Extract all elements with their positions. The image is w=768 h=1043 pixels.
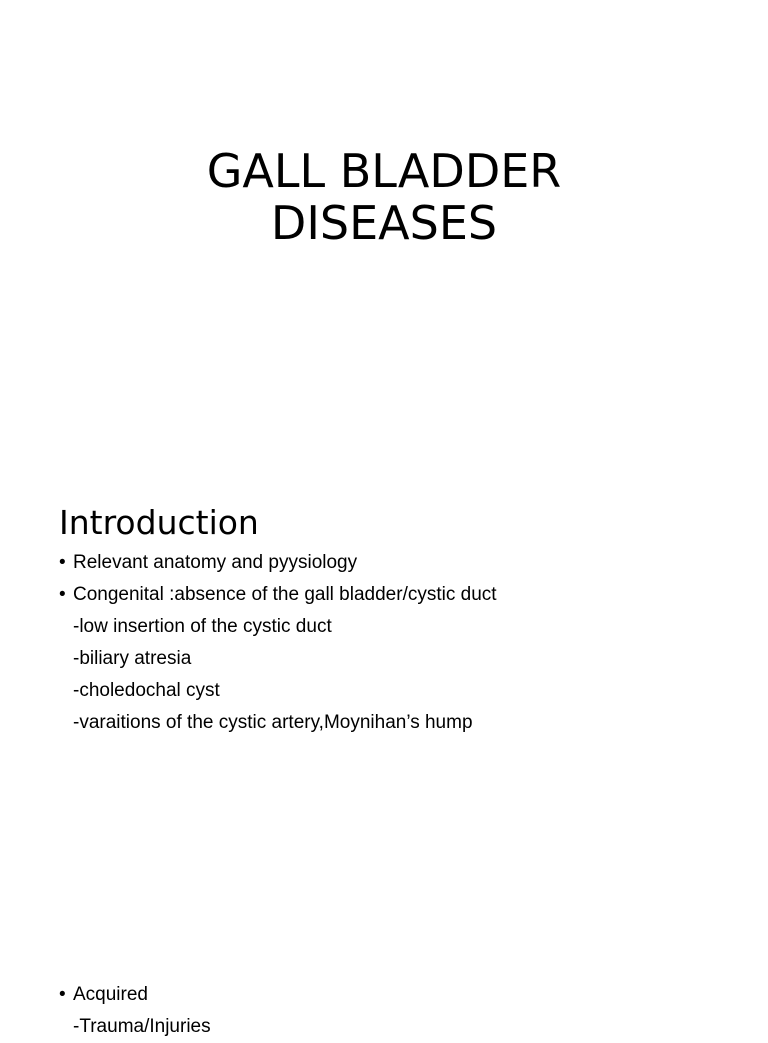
list-item: -low insertion of the cystic duct [73, 616, 332, 637]
title-slide [0, 0, 768, 450]
title-line-1: GALL BLADDER [206, 143, 562, 198]
list-item: -varaitions of the cystic artery,Moynihan’s hump [73, 712, 473, 733]
list-item: -choledochal cyst [73, 680, 220, 701]
list-item: -biliary atresia [73, 648, 192, 669]
bullet-list-lower [59, 979, 211, 1043]
list-item: • Congenital :absence of the gall bladder/cystic duct [59, 579, 497, 611]
presentation-title [0, 145, 768, 249]
introduction-slide [0, 450, 768, 1037]
bullet-list [59, 547, 497, 739]
list-item: -Trauma/Injuries [73, 1016, 211, 1037]
title-line-2: DISEASES [270, 195, 498, 250]
list-item: • Acquired [59, 979, 211, 1011]
list-item: • Relevant anatomy and pyysiology [59, 547, 497, 579]
slide-heading: Introduction [59, 503, 259, 543]
